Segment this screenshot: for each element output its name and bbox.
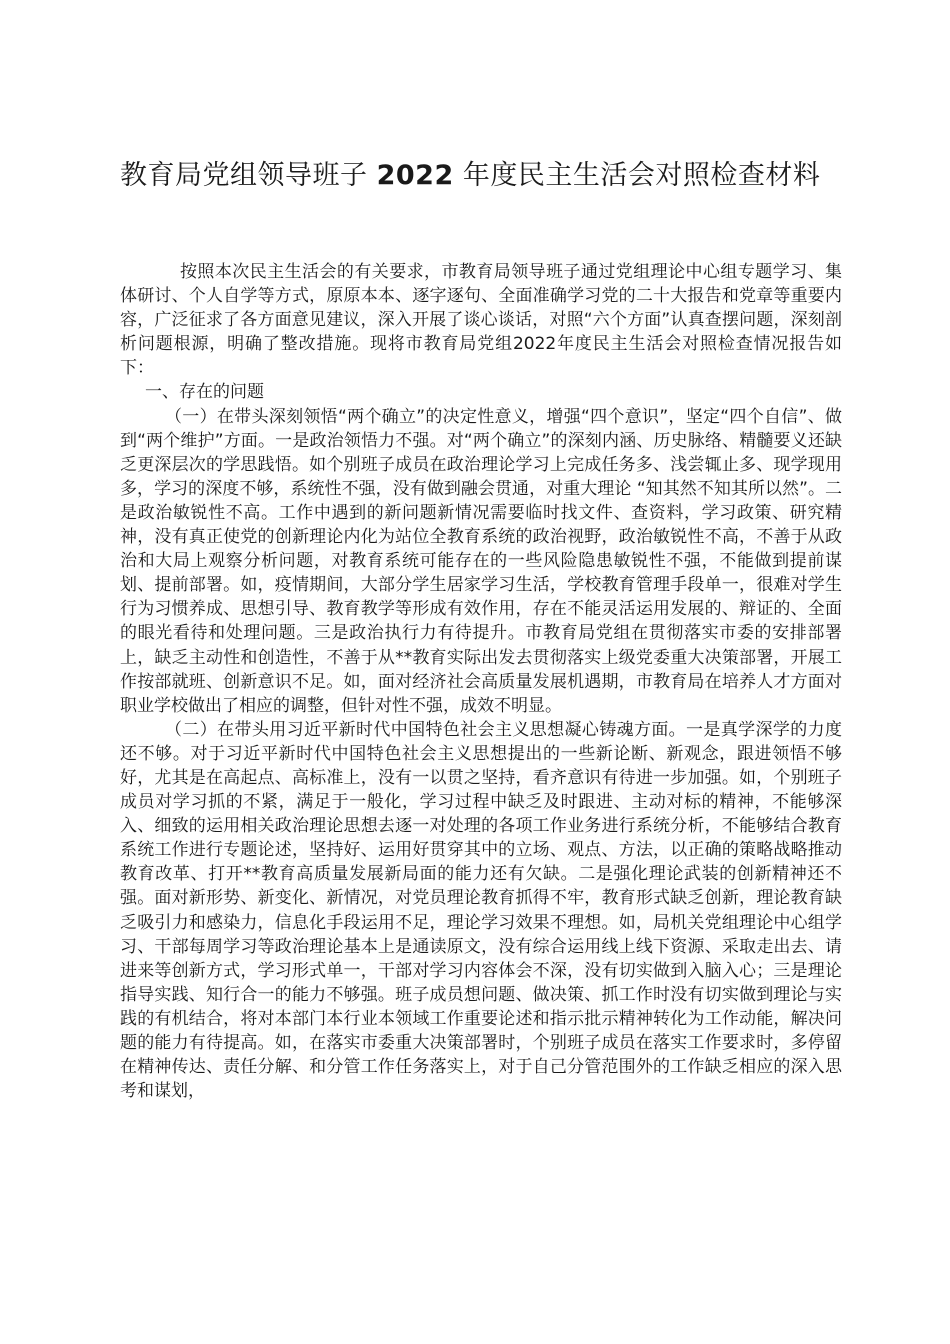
document-body xyxy=(120,260,842,1103)
section-paragraph-2: （二）在带头用习近平新时代中国特色社会主义思想凝心铸魂方面。一是真学深学的力度还不够。对于习近平新时代中国特色社会主义思想提出的一些新论断、新观念，跟进领悟不够好，尤其是在高起点、高标准上，没有一以贯之坚持，看齐意识有待进一步加强。如，个别班子成员对学习抓的不紧，满足于一般化，学习过程中缺乏及时跟进、主动对标的精神，不能够深入、细致的运用相关政治理论思想去逐一对处理的各项工作业务进行系统分析，不能够结合教育系统工作进行专题论述，坚持好、运用好贯穿其中的立场、观点、方法，以正确的策略战略推动教育改革、打开**教育高质量发展新局面的能力还有欠缺。二是强化理论武装的创新精神还不强。面对新形势、新变化、新情况，对党员理论教育抓得不牢，教育形式缺乏创新，理论教育缺乏吸引力和感染力，信息化手段运用不足，理论学习效果不理想。如，局机关党组理论中心组学习、干部每周学习等政治理论基本上是通读原文，没有综合运用线上线下资源、采取走出去、请进来等创新方式，学习形式单一，干部对学习内容体会不深，没有切实做到入脑入心；三是理论指导实践、知行合一的能力不够强。班子成员想问题、做决策、抓工作时没有切实做到理论与实践的有机结合，将对本部门本行业本领域工作重要论述和指示批示精神转化为工作动能，解决问题的能力有待提高。如，在落实市委重大决策部署时，个别班子成员在落实工作要求时，多停留在精神传达、责任分解、和分管工作任务落实上，对于自己分管范围外的工作缺乏相应的深入思考和谋划， xyxy=(120,719,842,1102)
section-paragraph-1: （一）在带头深刻领悟“两个确立”的决定性意义，增强“四个意识”，坚定“四个自信”、做到“两个维护”方面。一是政治领悟力不强。对“两个确立”的深刻内涵、历史脉络、精髓要义还缺乏更深层次的学思践悟。如个别班子成员在政治理论学习上完成任务多、浅尝辄止多、现学现用多，学习的深度不够，系统性不强，没有做到融会贯通，对重大理论 “知其然不知其所以然”。二是政治敏锐性不高。工作中遇到的新问题新情况需要临时找文件、查资料，学习政策、研究精神，没有真正使党的创新理论内化为站位全教育系统的政治视野，政治敏锐性不高，不善于从政治和大局上观察分析问题，对教育系统可能存在的一些风险隐患敏锐性不强，不能做到提前谋划、提前部署。如，疫情期间，大部分学生居家学习生活，学校教育管理手段单一，很难对学生行为习惯养成、思想引导、教育教学等形成有效作用，存在不能灵活运用发展的、辩证的、全面的眼光看待和处理问题。三是政治执行力有待提升。市教育局党组在贯彻落实市委的安排部署上，缺乏主动性和创造性，不善于从**教育实际出发去贯彻落实上级党委重大决策部署，开展工作按部就班、创新意识不足。如，面对经济社会高质量发展机遇期，市教育局在培养人才方面对职业学校做出了相应的调整，但针对性不强，成效不明显。 xyxy=(120,406,842,716)
title-suffix: 年度民主生活会对照检查材料 xyxy=(462,160,821,191)
title-year: 2022 xyxy=(376,160,454,191)
section-heading: 一、存在的问题 xyxy=(145,382,264,403)
intro-paragraph: 按照本次民主生活会的有关要求，市教育局领导班子通过党组理论中心组专题学习、集体研讨、个人自学等方式，原原本本、逐字逐句、全面准确学习党的二十大报告和党章等重要内容，广泛征求了各方面意见建议，深入开展了谈心谈话，对照“六个方面”认真查摆问题，深刻剖析问题根源，明确了整改措施。现将市教育局党组2022年度民主生活会对照检查情况报告如下： xyxy=(120,262,842,379)
document-title xyxy=(120,146,840,205)
title-prefix: 教育局党组领导班子 xyxy=(120,160,368,191)
